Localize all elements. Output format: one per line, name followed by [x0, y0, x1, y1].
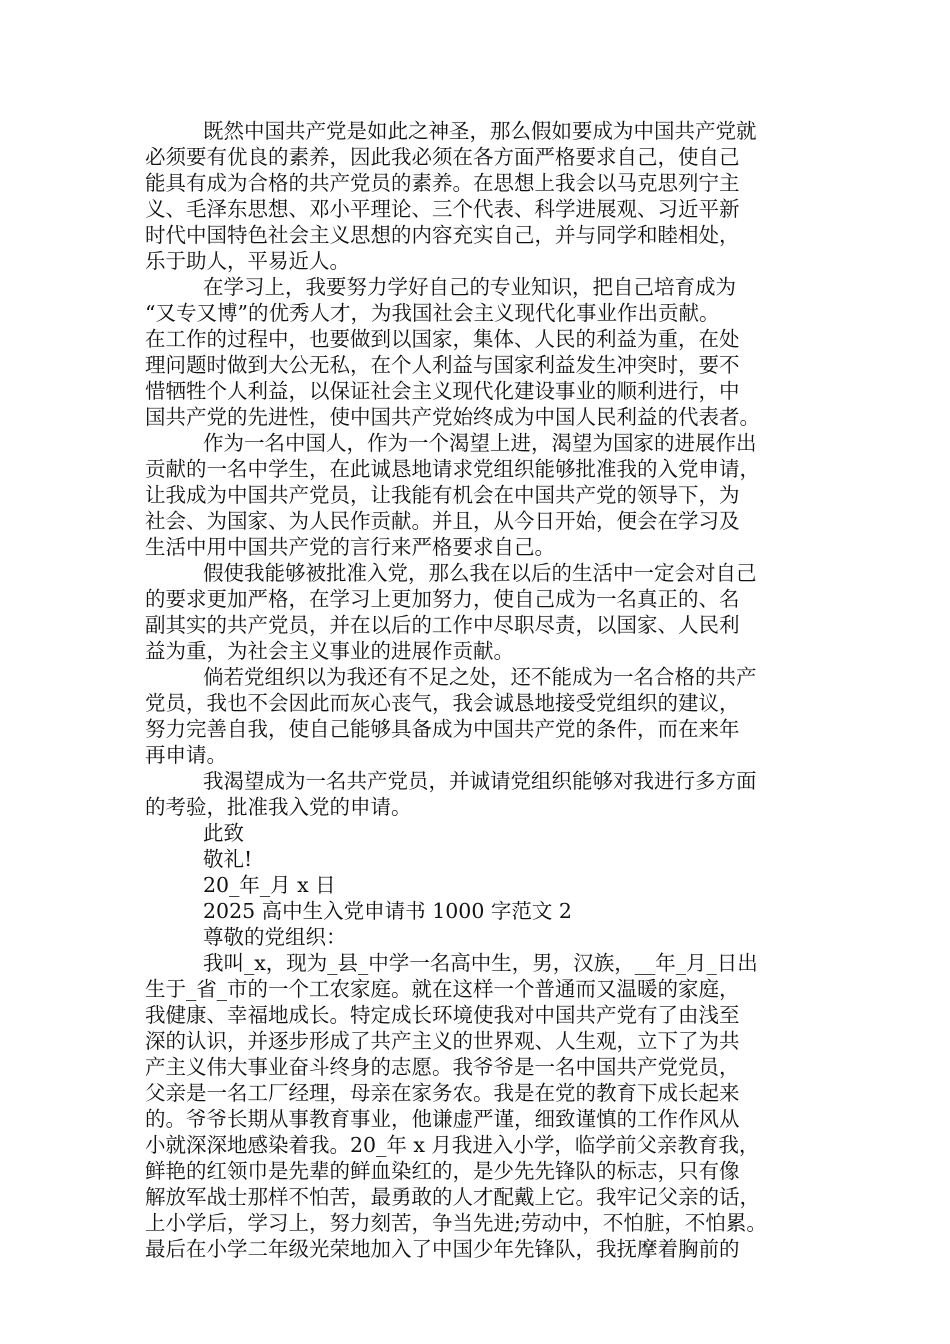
- text-line: 此致: [203, 821, 244, 845]
- text-line: 2025 高中生入党申请书 1000 字范文 2: [203, 899, 572, 923]
- text-line: 党员，我也不会因此而灰心丧气，我会诚恳地接受党组织的建议，: [145, 691, 740, 715]
- text-line: 既然中国共产党是如此之神圣，那么假如要成为中国共产党就: [203, 119, 757, 143]
- text-line: 鲜艳的红领巾是先辈的鲜血染红的，是少先先锋队的标志，只有像: [145, 1159, 740, 1183]
- text-line: 义、毛泽东思想、邓小平理论、三个代表、科学进展观、习近平新: [145, 197, 740, 221]
- text-line: 最后在小学二年级光荣地加入了中国少年先锋队，我抚摩着胸前的: [145, 1237, 740, 1261]
- text-line: 的。爷爷长期从事教育事业，他谦虚严谨，细致谨慎的工作作风从: [145, 1107, 740, 1131]
- text-line: 的要求更加严格，在学习上更加努力，使自己成为一名真正的、名: [145, 587, 740, 611]
- text-line: 敬礼!: [203, 847, 253, 871]
- text-line: 贡献的一名中学生，在此诚恳地请求党组织能够批准我的入党申请，: [145, 457, 760, 481]
- text-line: 我渴望成为一名共产党员，并诚请党组织能够对我进行多方面: [203, 769, 757, 793]
- text-line: 作为一名中国人，作为一个渴望上进，渴望为国家的进展作出: [203, 431, 757, 455]
- text-line: 国共产党的先进性，使中国共产党始终成为中国人民利益的代表者。: [145, 405, 760, 429]
- text-line: 倘若党组织以为我还有不足之处，还不能成为一名合格的共产: [203, 665, 757, 689]
- text-line: 社会、为国家、为人民作贡献。并且，从今日开始，便会在学习及: [145, 509, 740, 533]
- text-line: 产主义伟大事业奋斗终身的志愿。我爷爷是一名中国共产党党员，: [145, 1055, 740, 1079]
- text-line: 假使我能够被批准入党，那么我在以后的生活中一定会对自己: [203, 561, 757, 585]
- text-line: 解放军战士那样不怕苦，最勇敢的人才配戴上它。我牢记父亲的话，: [145, 1185, 760, 1209]
- document-body: [145, 118, 807, 1262]
- text-line: 再申请。: [145, 743, 227, 767]
- text-line: 惜牺牲个人利益，以保证社会主义现代化建设事业的顺利进行，中: [145, 379, 740, 403]
- text-line: 让我成为中国共产党员，让我能有机会在中国共产党的领导下，为: [145, 483, 740, 507]
- text-line: 努力完善自我，使自己能够具备成为中国共产党的条件，而在来年: [145, 717, 740, 741]
- text-line: 理问题时做到大公无私，在个人利益与国家利益发生冲突时，要不: [145, 353, 740, 377]
- text-line: 20_年_月 x 日: [203, 873, 336, 897]
- text-line: 我健康、幸福地成长。特定成长环境使我对中国共产党有了由浅至: [145, 1003, 740, 1027]
- text-line: 在工作的过程中，也要做到以国家，集体、人民的利益为重，在处: [145, 327, 740, 351]
- text-line: 生活中用中国共产党的言行来严格要求自己。: [145, 535, 555, 559]
- text-line: 能具有成为合格的共产党员的素养。在思想上我会以马克思列宁主: [145, 171, 740, 195]
- text-line: 尊敬的党组织：: [203, 925, 347, 949]
- text-line: 在学习上，我要努力学好自己的专业知识，把自己培育成为: [203, 275, 736, 299]
- text-line: 乐于助人，平易近人。: [145, 249, 350, 273]
- text-line: 益为重，为社会主义事业的进展作贡献。: [145, 639, 514, 663]
- text-line: 时代中国特色社会主义思想的内容充实自己，并与同学和睦相处，: [145, 223, 740, 247]
- text-line: 必须要有优良的素养，因此我必须在各方面严格要求自己，使自己: [145, 145, 740, 169]
- text-line: 深的认识，并逐步形成了共产主义的世界观、人生观，立下了为共: [145, 1029, 740, 1053]
- text-line: 生于_省_市的一个工农家庭。就在这样一个普通而又温暖的家庭，: [145, 977, 740, 1001]
- text-line: 父亲是一名工厂经理，母亲在家务农。我是在党的教育下成长起来: [145, 1081, 740, 1105]
- text-line: 小就深深地感染着我。20_年 x 月我进入小学，临学前父亲教育我，: [145, 1133, 760, 1157]
- text-line: 上小学后，学习上，努力刻苦，争当先进;劳动中，不怕脏，不怕累。: [145, 1211, 767, 1235]
- text-line: 我叫_x，现为_县_中学一名高中生，男，汉族，__年_月_日出: [203, 951, 758, 975]
- text-line: “又专又博”的优秀人才，为我国社会主义现代化事业作出贡献。: [145, 301, 720, 325]
- text-line: 副其实的共产党员，并在以后的工作中尽职尽责，以国家、人民利: [145, 613, 740, 637]
- text-line: 的考验，批准我入党的申请。: [145, 795, 412, 819]
